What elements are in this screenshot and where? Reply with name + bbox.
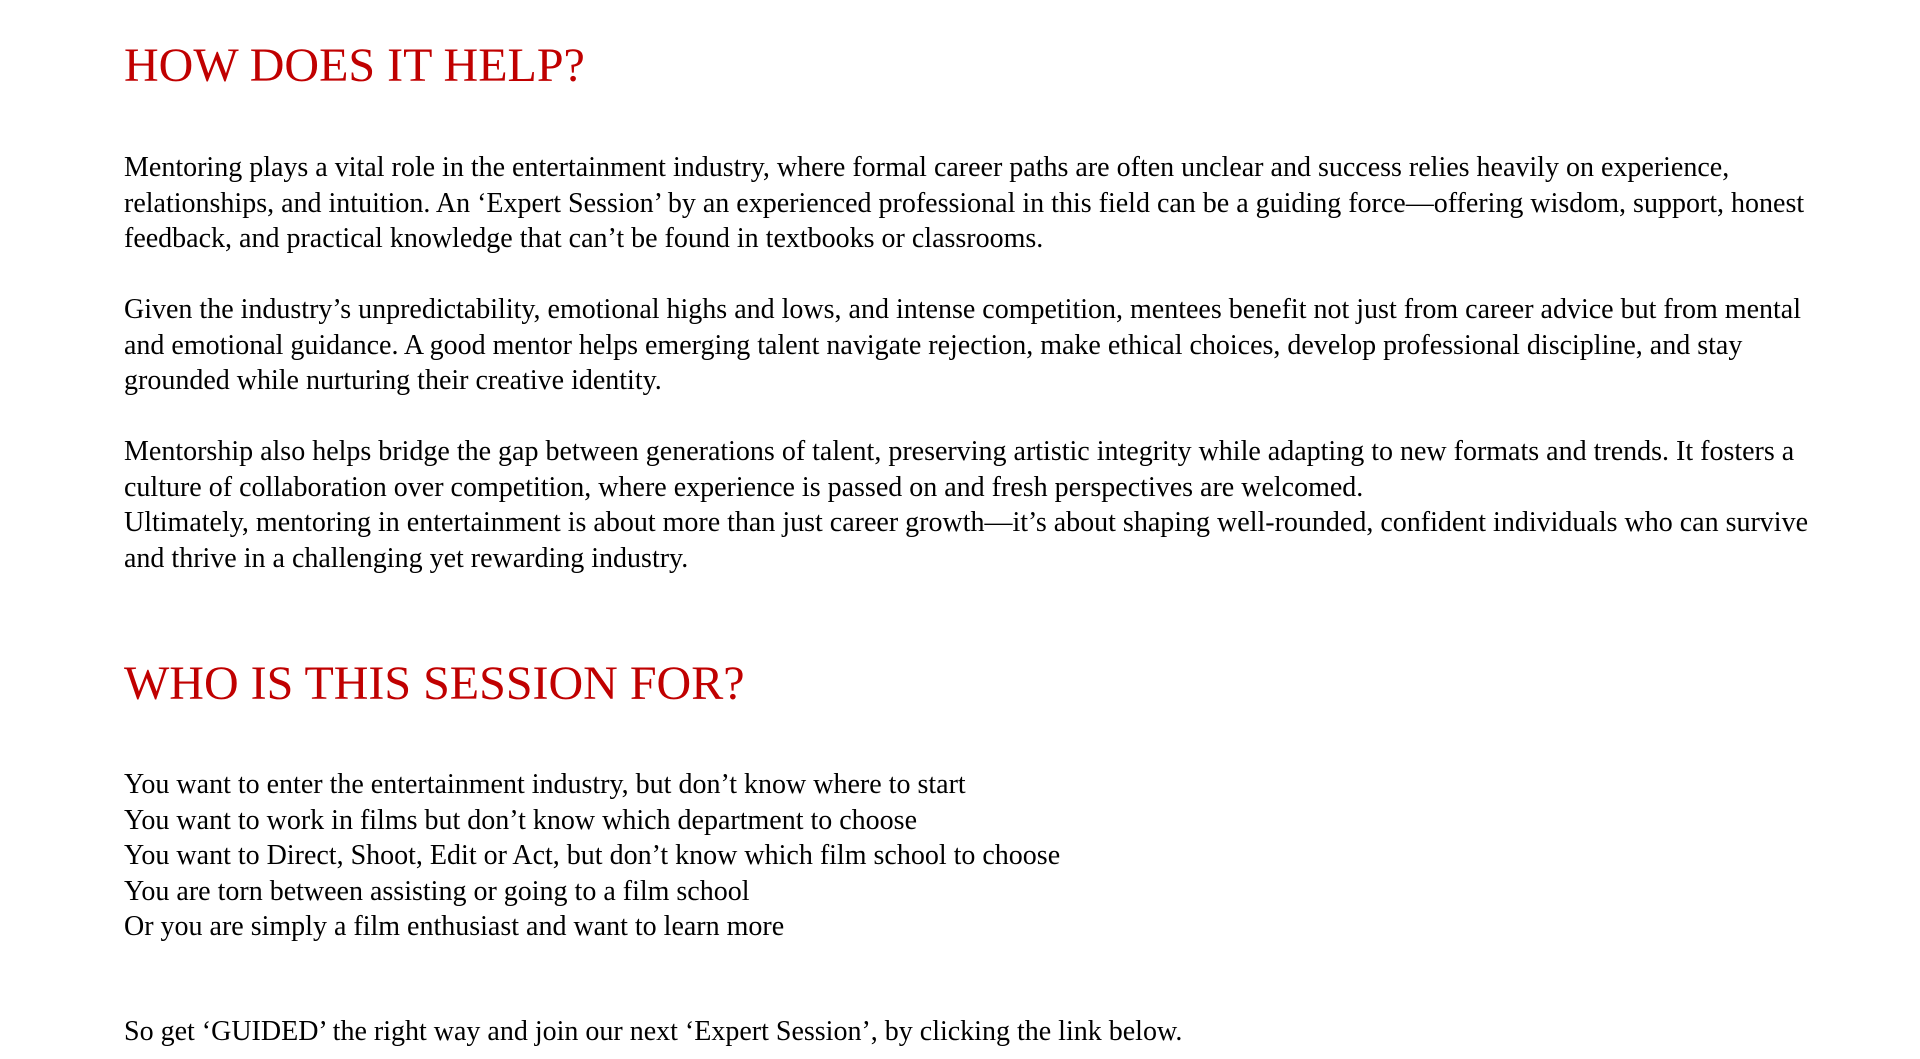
- list-item: Or you are simply a film enthusiast and want to learn more: [124, 911, 785, 942]
- list-item: You want to Direct, Shoot, Edit or Act, but don’t know which film school to choose: [124, 840, 1061, 871]
- paragraph-group-mentorship: [124, 434, 1824, 576]
- section-heading-how-does-it-help: HOW DOES IT HELP?: [124, 39, 585, 92]
- audience-list: [124, 767, 1060, 945]
- list-item: You want to enter the entertainment industry, but don’t know where to start: [124, 769, 966, 800]
- paragraph-bridge-generations: Mentorship also helps bridge the gap between generations of talent, preserving artistic integrity while adapting to new formats and trends. It fosters a culture of collaboration over competition, where experience is passed on and fresh perspectives are welcomed.: [124, 436, 1795, 503]
- call-to-action-text: So get ‘GUIDED’ the right way and join our next ‘Expert Session’, by clicking the link below.: [124, 1016, 1183, 1047]
- paragraph-mentoring-role: Mentoring plays a vital role in the entertainment industry, where formal career paths are often unclear and success relies heavily on experience, relationships, and intuition. An ‘Expert Session’ by an experienced professional in this field can be a guiding force—offering wisdom, support, honest feedback, and practical knowledge that can’t be found in textbooks or classrooms.: [124, 152, 1805, 254]
- paragraph-ultimately: Ultimately, mentoring in entertainment is about more than just career growth—it’s about shaping well-rounded, confident individuals who can survive and thrive in a challenging yet rewarding industry.: [124, 507, 1809, 574]
- list-item: You want to work in films but don’t know which department to choose: [124, 804, 918, 836]
- list-item: You are torn between assisting or going to a film school: [124, 875, 750, 907]
- paragraph-industry-unpredictability: Given the industry’s unpredictability, emotional highs and lows, and intense competition, mentees benefit not just from career advice but from mental and emotional guidance. A good mentor helps emerging talent navigate rejection, make ethical choices, develop professional discipline, and stay grounded while nurturing their creative identity.: [124, 294, 1801, 396]
- section-heading-who-is-this-for: WHO IS THIS SESSION FOR?: [124, 657, 745, 710]
